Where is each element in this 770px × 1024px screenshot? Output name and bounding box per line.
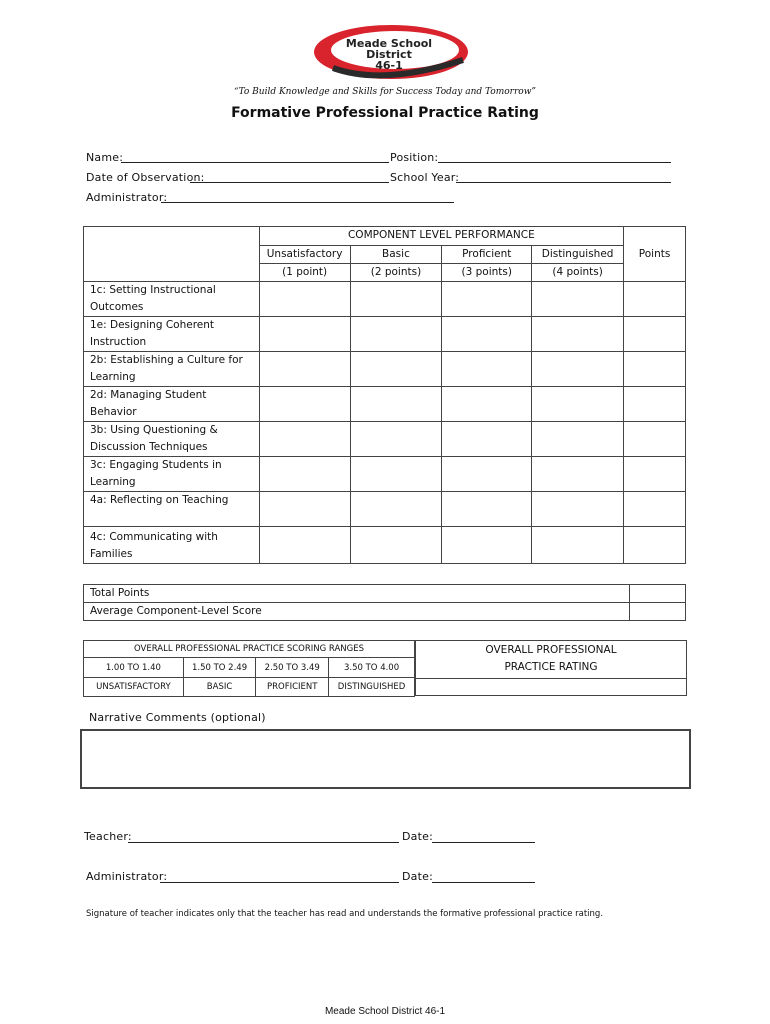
component-label: 1c: Setting Instructional Outcomes: [84, 282, 260, 317]
rating-cell[interactable]: [442, 422, 532, 457]
rating-cell[interactable]: [442, 457, 532, 492]
rating-cell[interactable]: [532, 457, 624, 492]
rating-cell[interactable]: [259, 352, 350, 387]
date-of-observation-label: Date of Observation:: [86, 171, 205, 184]
rating-cell[interactable]: [442, 527, 532, 564]
table-row: [84, 422, 686, 457]
points-cell[interactable]: [624, 352, 686, 387]
narrative-label: Narrative Comments (optional): [89, 711, 266, 724]
administrator-label: Administrator:: [86, 191, 168, 204]
range-unsatisfactory: 1.00 TO 1.40: [84, 658, 184, 678]
rating-cell[interactable]: [350, 457, 442, 492]
logo-text: Meade School District 46-1: [345, 37, 433, 72]
rating-cell[interactable]: [532, 352, 624, 387]
rating-cell[interactable]: [350, 387, 442, 422]
range-proficient: 2.50 TO 3.49: [256, 658, 329, 678]
rating-unsatisfactory: UNSATISFACTORY: [84, 678, 184, 697]
table-row: [84, 387, 686, 422]
table-row: [84, 457, 686, 492]
table-row: [84, 492, 686, 527]
points-cell[interactable]: [624, 317, 686, 352]
administrator-signature-label: Administrator:: [86, 870, 168, 883]
level-points-unsatisfactory: (1 point): [259, 264, 350, 282]
rating-cell[interactable]: [259, 527, 350, 564]
total-points-label: Total Points: [84, 585, 630, 603]
rating-cell[interactable]: [442, 492, 532, 527]
rating-basic: BASIC: [183, 678, 256, 697]
teacher-date-field[interactable]: [432, 842, 535, 843]
motto: “To Build Knowledge and Skills for Success Today and Tomorrow”: [233, 87, 536, 97]
level-name-unsatisfactory: Unsatisfactory: [259, 246, 350, 264]
points-cell[interactable]: [624, 527, 686, 564]
administrator-date-field[interactable]: [432, 882, 535, 883]
rating-proficient: PROFICIENT: [256, 678, 329, 697]
administrator-field[interactable]: [161, 202, 454, 203]
page-title: Formative Professional Practice Rating: [231, 105, 539, 121]
level-name-distinguished: Distinguished: [532, 246, 624, 264]
table-row: [84, 352, 686, 387]
position-label: Position:: [390, 151, 439, 164]
rating-cell[interactable]: [259, 282, 350, 317]
table-row: [84, 317, 686, 352]
component-label: 4a: Reflecting on Teaching: [84, 492, 260, 527]
rating-cell[interactable]: [442, 352, 532, 387]
rating-cell[interactable]: [259, 492, 350, 527]
table-row: [84, 527, 686, 564]
points-cell[interactable]: [624, 282, 686, 317]
rating-cell[interactable]: [350, 527, 442, 564]
school-year-label: School Year:: [390, 171, 460, 184]
signature-note: Signature of teacher indicates only that the teacher has read and understands the formative professional practice rating.: [86, 909, 604, 919]
administrator-signature-field[interactable]: [160, 882, 399, 883]
component-label: 2d: Managing Student Behavior: [84, 387, 260, 422]
rating-cell[interactable]: [532, 527, 624, 564]
points-header-top: [624, 227, 686, 246]
level-points-basic: (2 points): [350, 264, 442, 282]
rating-distinguished: DISTINGUISHED: [329, 678, 415, 697]
header-blank: [84, 227, 260, 246]
rating-cell[interactable]: [532, 317, 624, 352]
rating-cell[interactable]: [350, 317, 442, 352]
points-header-bottom: [624, 264, 686, 282]
rating-cell[interactable]: [350, 492, 442, 527]
rating-cell[interactable]: [442, 317, 532, 352]
table-row: [84, 282, 686, 317]
points-header: Points: [624, 246, 686, 264]
rating-cell[interactable]: [532, 282, 624, 317]
level-points-proficient: (3 points): [442, 264, 532, 282]
points-cell[interactable]: [624, 492, 686, 527]
totals-table: [83, 584, 686, 621]
rating-cell[interactable]: [259, 387, 350, 422]
rating-cell[interactable]: [350, 282, 442, 317]
rating-cell[interactable]: [259, 457, 350, 492]
component-label: 2b: Establishing a Culture for Learning: [84, 352, 260, 387]
total-points-cell[interactable]: [630, 585, 686, 603]
level-points-distinguished: (4 points): [532, 264, 624, 282]
range-distinguished: 3.50 TO 4.00: [329, 658, 415, 678]
points-cell[interactable]: [624, 457, 686, 492]
overall-rating-field[interactable]: [415, 678, 687, 696]
range-basic: 1.50 TO 2.49: [183, 658, 256, 678]
component-label: 3b: Using Questioning & Discussion Techniques: [84, 422, 260, 457]
average-score-cell[interactable]: [630, 603, 686, 621]
administrator-date-label: Date:: [402, 870, 433, 883]
points-cell[interactable]: [624, 422, 686, 457]
rating-table: [83, 226, 686, 564]
scoring-ranges-header: OVERALL PROFESSIONAL PRACTICE SCORING RANGES: [84, 641, 415, 658]
narrative-comments-field[interactable]: [80, 729, 691, 789]
rating-cell[interactable]: [442, 282, 532, 317]
component-label: 1e: Designing Coherent Instruction: [84, 317, 260, 352]
scoring-ranges-table: [83, 640, 415, 697]
rating-cell[interactable]: [259, 422, 350, 457]
teacher-signature-label: Teacher:: [84, 830, 132, 843]
rating-cell[interactable]: [350, 422, 442, 457]
overall-rating-label: OVERALL PROFESSIONAL PRACTICE RATING: [415, 640, 687, 679]
rating-cell[interactable]: [350, 352, 442, 387]
position-field[interactable]: [438, 162, 671, 163]
name-label: Name:: [86, 151, 124, 164]
rating-cell[interactable]: [442, 387, 532, 422]
rating-cell[interactable]: [532, 492, 624, 527]
component-label: 4c: Communicating with Families: [84, 527, 260, 564]
points-cell[interactable]: [624, 387, 686, 422]
rating-cell[interactable]: [532, 387, 624, 422]
teacher-signature-field[interactable]: [128, 842, 399, 843]
component-level-performance-header: COMPONENT LEVEL PERFORMANCE: [259, 227, 623, 246]
level-name-basic: Basic: [350, 246, 442, 264]
header-blank: [84, 264, 260, 282]
school-year-field[interactable]: [456, 182, 671, 183]
footer: Meade School District 46-1: [324, 1006, 446, 1017]
teacher-date-label: Date:: [402, 830, 433, 843]
level-name-proficient: Proficient: [442, 246, 532, 264]
header-blank: [84, 246, 260, 264]
rating-cell[interactable]: [259, 317, 350, 352]
component-label: 3c: Engaging Students in Learning: [84, 457, 260, 492]
average-score-label: Average Component-Level Score: [84, 603, 630, 621]
rating-cell[interactable]: [532, 422, 624, 457]
name-field[interactable]: [121, 162, 389, 163]
date-of-observation-field[interactable]: [190, 182, 389, 183]
